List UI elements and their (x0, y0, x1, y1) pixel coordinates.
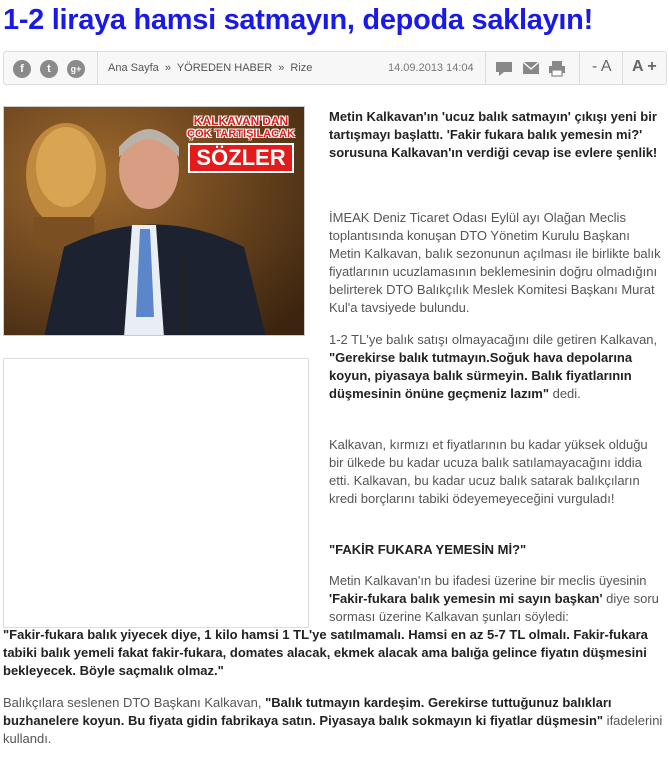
photo-caption-line2: ÇOK TARTIŞILACAK (187, 128, 295, 140)
article-paragraph: Kalkavan, kırmızı et fiyatlarının bu kadar yüksek olduğu bir ülkede bu kadar ucuza balık satılamayacağını iddia etti. Kalkavan, bu kadar ucuz balık satarak balıkçıların kredi borçlarını tabiki ödeyemeyeceğini vurguladı! (329, 437, 648, 506)
divider (579, 52, 580, 84)
breadcrumb-separator: » (278, 62, 285, 74)
divider (97, 52, 98, 84)
divider (622, 52, 623, 84)
paragraph-text: Metin Kalkavan'ın bu ifadesi üzerine bir meclis üyesinin (329, 573, 647, 588)
paragraph-text: diye soru sorması üzerine Kalkavan şunları söyledi: (329, 591, 659, 624)
twitter-icon[interactable]: t (40, 60, 58, 78)
photo-caption-line1: KALKAVAN'DAN (193, 114, 289, 128)
paragraph-text: ifadelerini kullandı. (3, 713, 663, 746)
facebook-icon[interactable]: f (13, 60, 31, 78)
article-quote-paragraph (3, 626, 667, 680)
comment-icon[interactable] (495, 61, 513, 77)
publish-date: 14.09.2013 14:04 (388, 62, 474, 74)
quote-text: "Balık tutmayın kardeşim. Gerekirse tuttuğunuz balıkları buzhanelere koyun. Bu fiyata gidin fabrikaya satın. Piyasaya balık sokmayın ki fiyatlar düşmesin" (3, 695, 612, 728)
article-paragraph (3, 694, 667, 748)
mail-icon[interactable] (522, 61, 540, 75)
breadcrumb (108, 62, 315, 74)
paragraph-text: 1-2 TL'ye balık satışı olmayacağını dile getiren Kalkavan, (329, 332, 658, 347)
breadcrumb-city[interactable]: Rize (290, 62, 313, 74)
article-paragraph (329, 572, 665, 626)
quote-text: "Fakir-fukara balık yiyecek diye, 1 kilo hamsi 1 TL'ye satılmamalı. Hamsi en az 5-7 TL olmalı. Fakir-fukara tabiki balık yemeli fakat fakir-fukara, domates alacak, ekmek alacak ama balığa gelince fiyatın düşmesini bekleyecek. Böyle saçmalık olmaz." (3, 627, 648, 678)
article-toolbar (3, 51, 667, 85)
breadcrumb-separator: » (164, 62, 171, 74)
ad-placeholder (3, 358, 309, 628)
font-increase-button[interactable]: A + (632, 58, 657, 75)
googleplus-icon[interactable]: g+ (67, 60, 85, 78)
article-title: 1-2 liraya hamsi satmayın, depoda saklayın! (3, 4, 593, 36)
font-decrease-button[interactable]: - A (592, 58, 612, 75)
paragraph-text: Balıkçılara seslenen DTO Başkanı Kalkavan, (3, 695, 266, 710)
article-paragraph (329, 331, 665, 403)
divider (485, 52, 486, 84)
quote-text: 'Fakir-fukara balık yemesin mi sayın başkan' (329, 591, 603, 606)
article-photo (3, 106, 305, 336)
article-paragraph: İMEAK Deniz Ticaret Odası Eylül ayı Olağan Meclis toplantısında konuşan DTO Yönetim Kurulu Başkanı Metin Kalkavan, balık sezonunun açılması ile birlikte balık fiyatlarının ucuzlamasının beklemesinin doğru olmadığını belirterek DTO Balıkçılık Meslek Komitesi Başkanı Murat Kul'a tavsiyede bulundu. (329, 210, 661, 315)
breadcrumb-category[interactable]: YÖREDEN HABER (176, 62, 273, 74)
photo-caption-line3: SÖZLER (188, 143, 293, 173)
paragraph-text: dedi. (548, 386, 581, 401)
breadcrumb-home[interactable]: Ana Sayfa (108, 62, 159, 74)
quote-text: "Gerekirse balık tutmayın.Soğuk hava depolarına koyun, piyasaya balık sürmeyin. Balık fiyatlarının düşmesinin önüne geçmeniz lazım" (329, 350, 633, 401)
article-lead: Metin Kalkavan'ın 'ucuz balık satmayın' çıkışı yeni bir tartışmayı başlattı. 'Fakir fukara balık yemesin mi?' sorusuna Kalkavan'ın verdiği cevap ise evlere şenlik! (329, 109, 658, 160)
article-subheading: "FAKİR FUKARA YEMESİN Mİ?" (329, 542, 527, 557)
print-icon[interactable] (548, 61, 566, 77)
